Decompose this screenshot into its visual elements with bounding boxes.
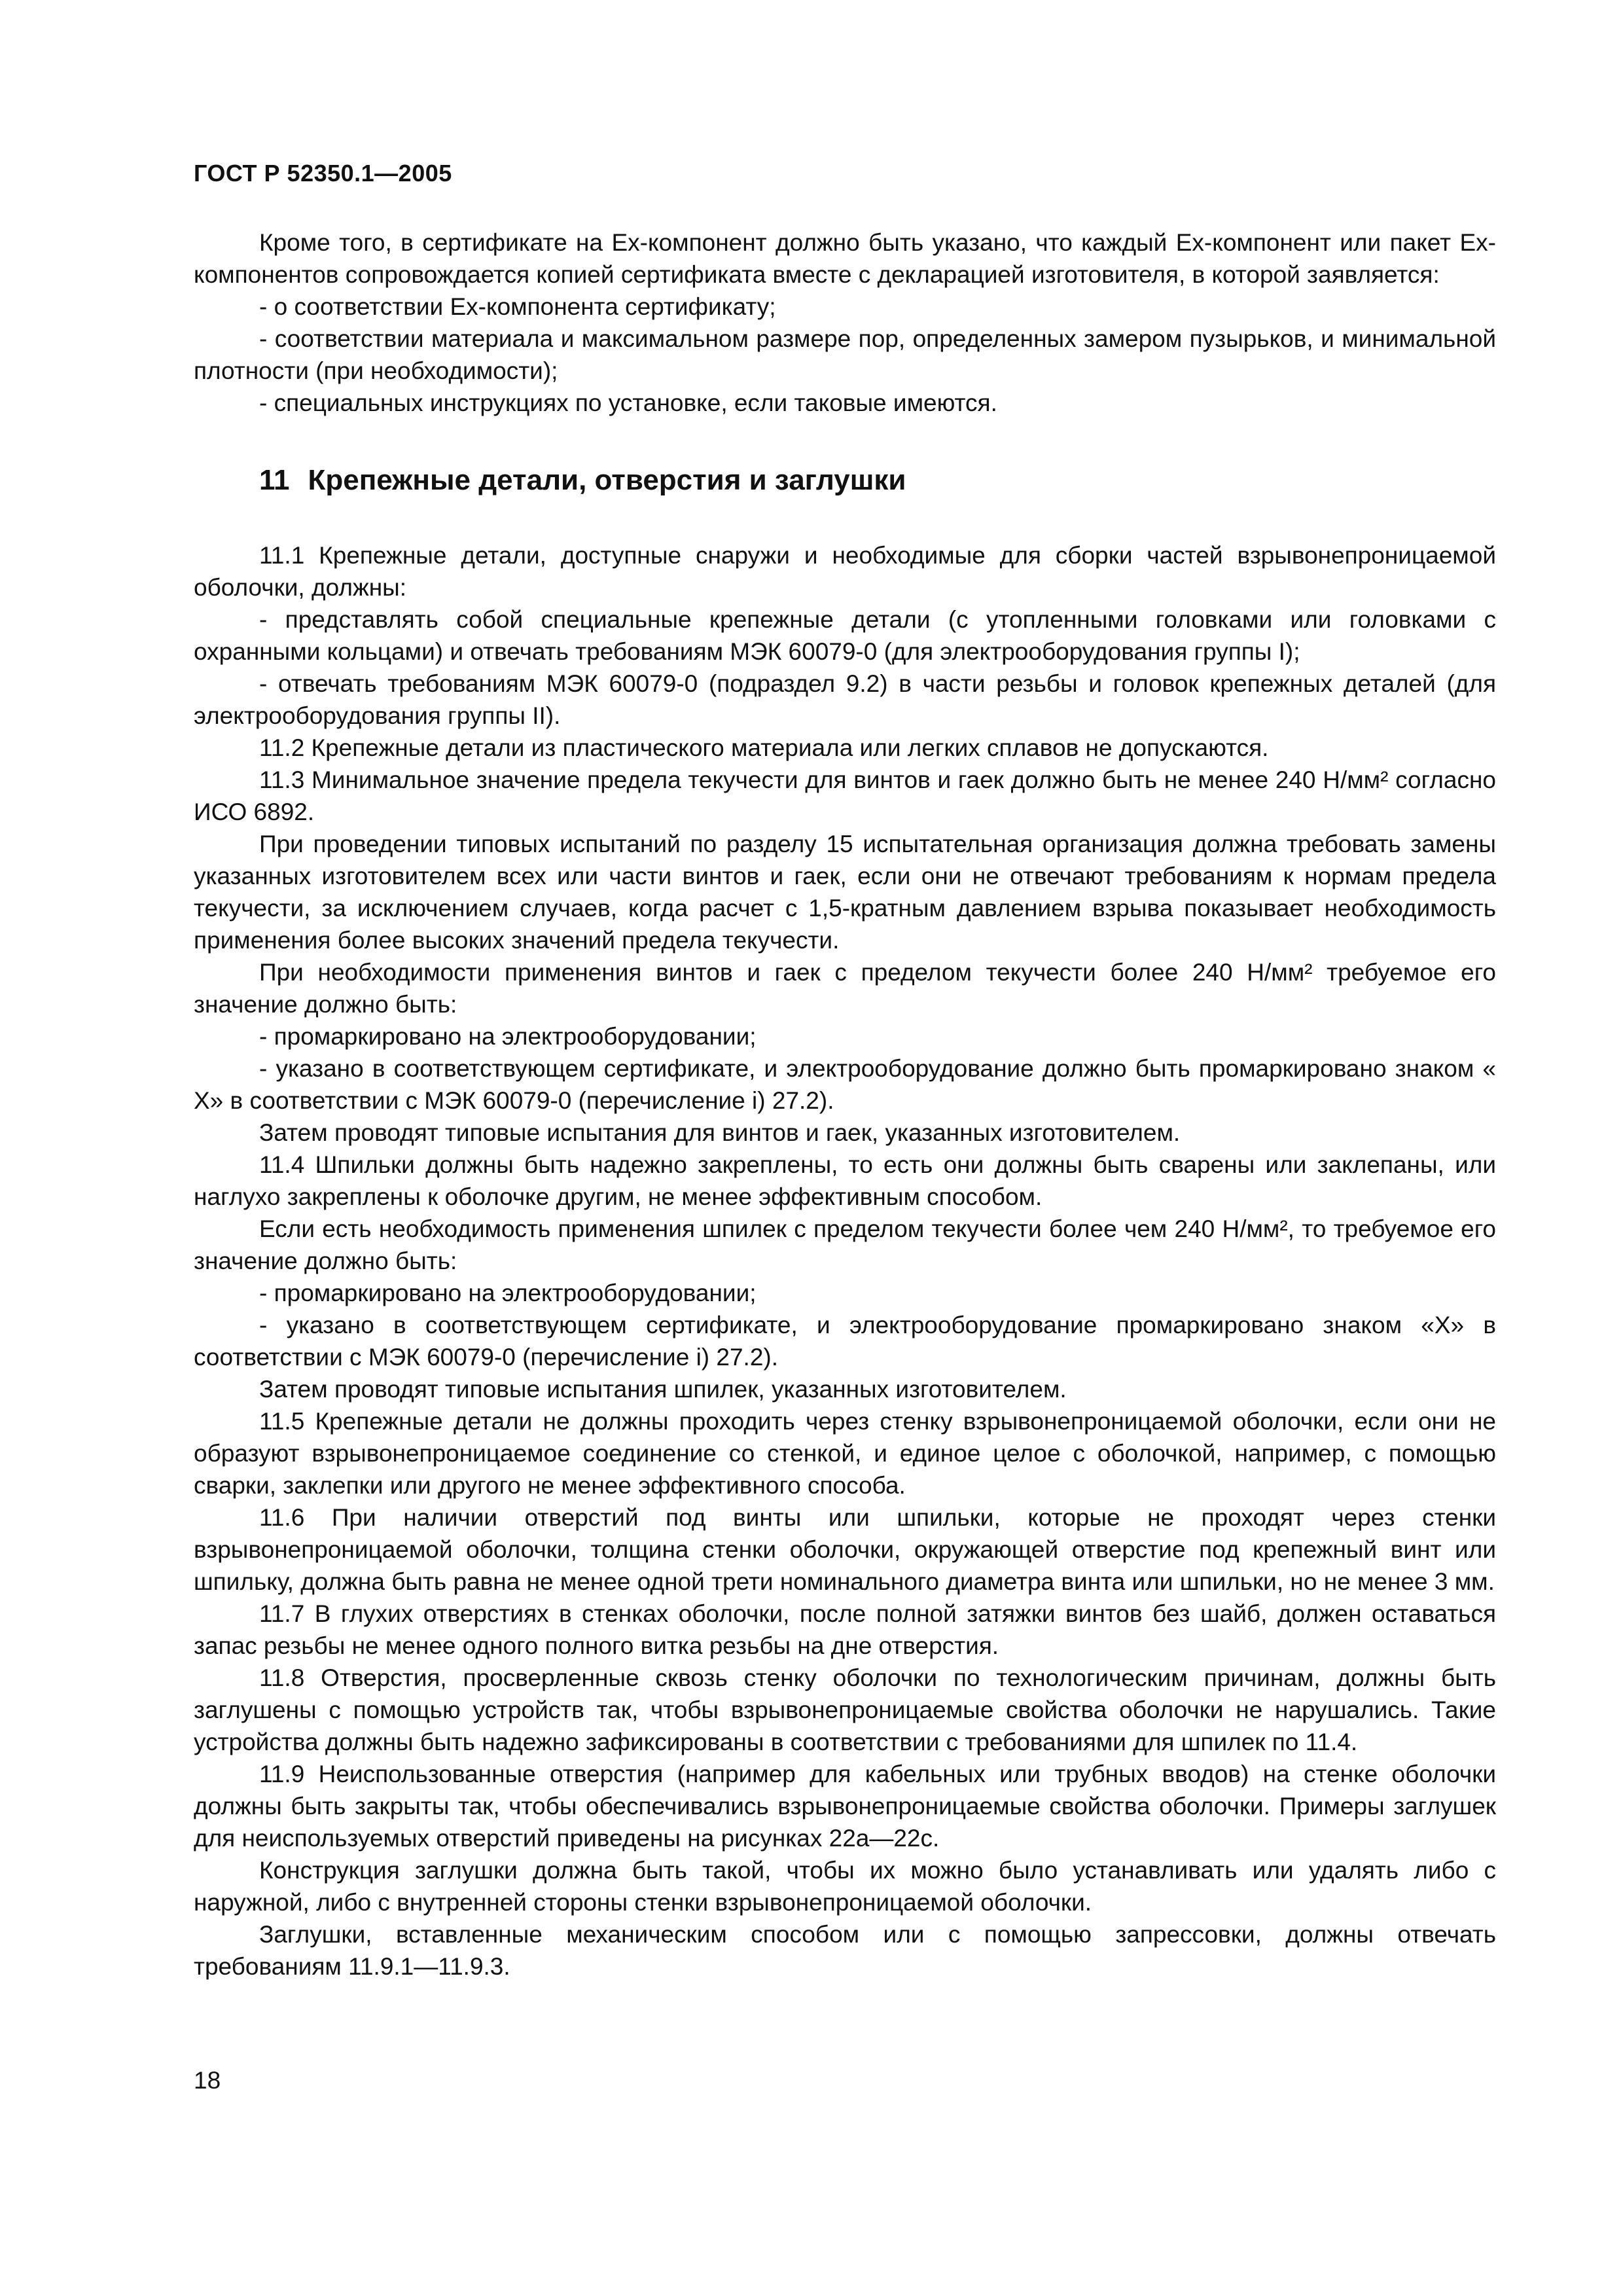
- paragraph: Заглушки, вставленные механическим способом или с помощью запрессовки, должны отвечать требованиям 11.9.1—11.9.3.: [194, 1921, 1496, 1980]
- standard-code-header: ГОСТ Р 52350.1—2005: [194, 160, 452, 187]
- page-number: 18: [194, 2067, 221, 2094]
- section-number: 11: [259, 464, 290, 496]
- paragraph: При проведении типовых испытаний по разделу 15 испытательная организация должна требовать замены указанных изготовителем всех или части винтов и гаек, если они не отвечают требованиям к нормам предела текучести, за исключением случаев, когда расчет с 1,5-кратным давлением взрыва показывает необходимость применения более высоких значений предела текучести.: [194, 831, 1496, 954]
- list-item: - промаркировано на электрооборудовании;: [259, 1023, 757, 1050]
- list-item: - представлять собой специальные крепежные детали (с утопленными головками или головками с охранными кольцами) и отвечать требованиям МЭК 60079-0 (для электрооборудования группы I);: [194, 606, 1496, 665]
- paragraph: При необходимости применения винтов и гаек с пределом текучести более 240 Н/мм² требуемое его значение должно быть:: [194, 959, 1496, 1018]
- paragraph: Затем проводят типовые испытания шпилек, указанных изготовителем.: [259, 1376, 1067, 1403]
- list-item: - указано в соответствующем сертификате, и электрооборудование должно быть промаркировано знаком « X» в соответствии с МЭК 60079-0 (перечисление i) 27.2).: [194, 1055, 1496, 1114]
- clause-11-4: 11.4 Шпильки должны быть надежно закреплены, то есть они должны быть сварены или заклепаны, или наглухо закреплены к оболочке другим, не менее эффективным способом.: [194, 1151, 1496, 1210]
- list-item: - указано в соответствующем сертификате, и электрооборудование промаркировано знаком «X» в соответствии с МЭК 60079-0 (перечисление i) 27.2).: [194, 1312, 1496, 1371]
- clause-11-8: 11.8 Отверстия, просверленные сквозь стенку оболочки по технологическим причинам, должны быть заглушены с помощью устройств так, чтобы взрывонепроницаемые свойства оболочки не нарушались. Такие устройства должны быть надежно зафиксированы в соответствии с требованиями для шпилек по 11.4.: [194, 1664, 1496, 1755]
- list-item: - отвечать требованиям МЭК 60079-0 (подраздел 9.2) в части резьбы и головок крепежных деталей (для электрооборудования группы II).: [194, 670, 1496, 729]
- clause-11-6: 11.6 При наличии отверстий под винты или шпильки, которые не проходят через стенки взрывонепроницаемой оболочки, толщина стенки оболочки, окружающей отверстие под крепежный винт или шпильку, должна быть равна не менее одной трети номинального диаметра винта или шпильки, но не менее 3 мм.: [194, 1504, 1496, 1595]
- clause-11-5: 11.5 Крепежные детали не должны проходить через стенку взрывонепроницаемой оболочки, если они не образуют взрывонепроницаемое соединение со стенкой, и единое целое с оболочкой, например, с помощью сварки, заклепки или другого не менее эффективного способа.: [194, 1408, 1496, 1499]
- paragraph: Затем проводят типовые испытания для винтов и гаек, указанных изготовителем.: [259, 1119, 1181, 1146]
- list-item: - промаркировано на электрооборудовании;: [259, 1280, 757, 1306]
- intro-list-item: - соответствии материала и максимальном размере пор, определенных замером пузырьков, и минимальной плотности (при необходимости);: [194, 325, 1496, 384]
- intro-paragraph: Кроме того, в сертификате на Ex-компонент должно быть указано, что каждый Ex-компонент или пакет Ex-компонентов сопровождается копией сертификата вместе с декларацией изготовителя, в которой заявляется:: [194, 229, 1496, 288]
- intro-list-item: - о соответствии Ex-компонента сертификату;: [259, 293, 776, 320]
- clause-11-9: 11.9 Неиспользованные отверстия (например для кабельных или трубных вводов) на стенке оболочки должны быть закрыты так, чтобы обеспечивались взрывонепроницаемые свойства оболочки. Примеры заглушек для неиспользуемых отверстий приведены на рисунках 22a—22c.: [194, 1761, 1496, 1852]
- clause-11-7: 11.7 В глухих отверстиях в стенках оболочки, после полной затяжки винтов без шайб, должен оставаться запас резьбы не менее одного полного витка резьбы на дне отверстия.: [194, 1600, 1496, 1659]
- document-body: [194, 226, 1496, 1982]
- paragraph: Конструкция заглушки должна быть такой, чтобы их можно было устанавливать или удалять либо с наружной, либо с внутренней стороны стенки взрывонепроницаемой оболочки.: [194, 1857, 1496, 1916]
- intro-list-item: - специальных инструкциях по установке, если таковые имеются.: [259, 389, 997, 416]
- section-heading: [194, 461, 1496, 500]
- paragraph: Если есть необходимость применения шпилек с пределом текучести более чем 240 Н/мм², то требуемое его значение должно быть:: [194, 1215, 1496, 1274]
- section-title: Крепежные детали, отверстия и заглушки: [308, 464, 906, 496]
- clause-11-2: 11.2 Крепежные детали из пластического материала или легких сплавов не допускаются.: [259, 734, 1269, 761]
- clause-11-1: 11.1 Крепежные детали, доступные снаружи и необходимые для сборки частей взрывонепроницаемой оболочки, должны:: [194, 542, 1496, 601]
- clause-11-3: 11.3 Минимальное значение предела текучести для винтов и гаек должно быть не менее 240 Н/мм² согласно ИСО 6892.: [194, 766, 1496, 825]
